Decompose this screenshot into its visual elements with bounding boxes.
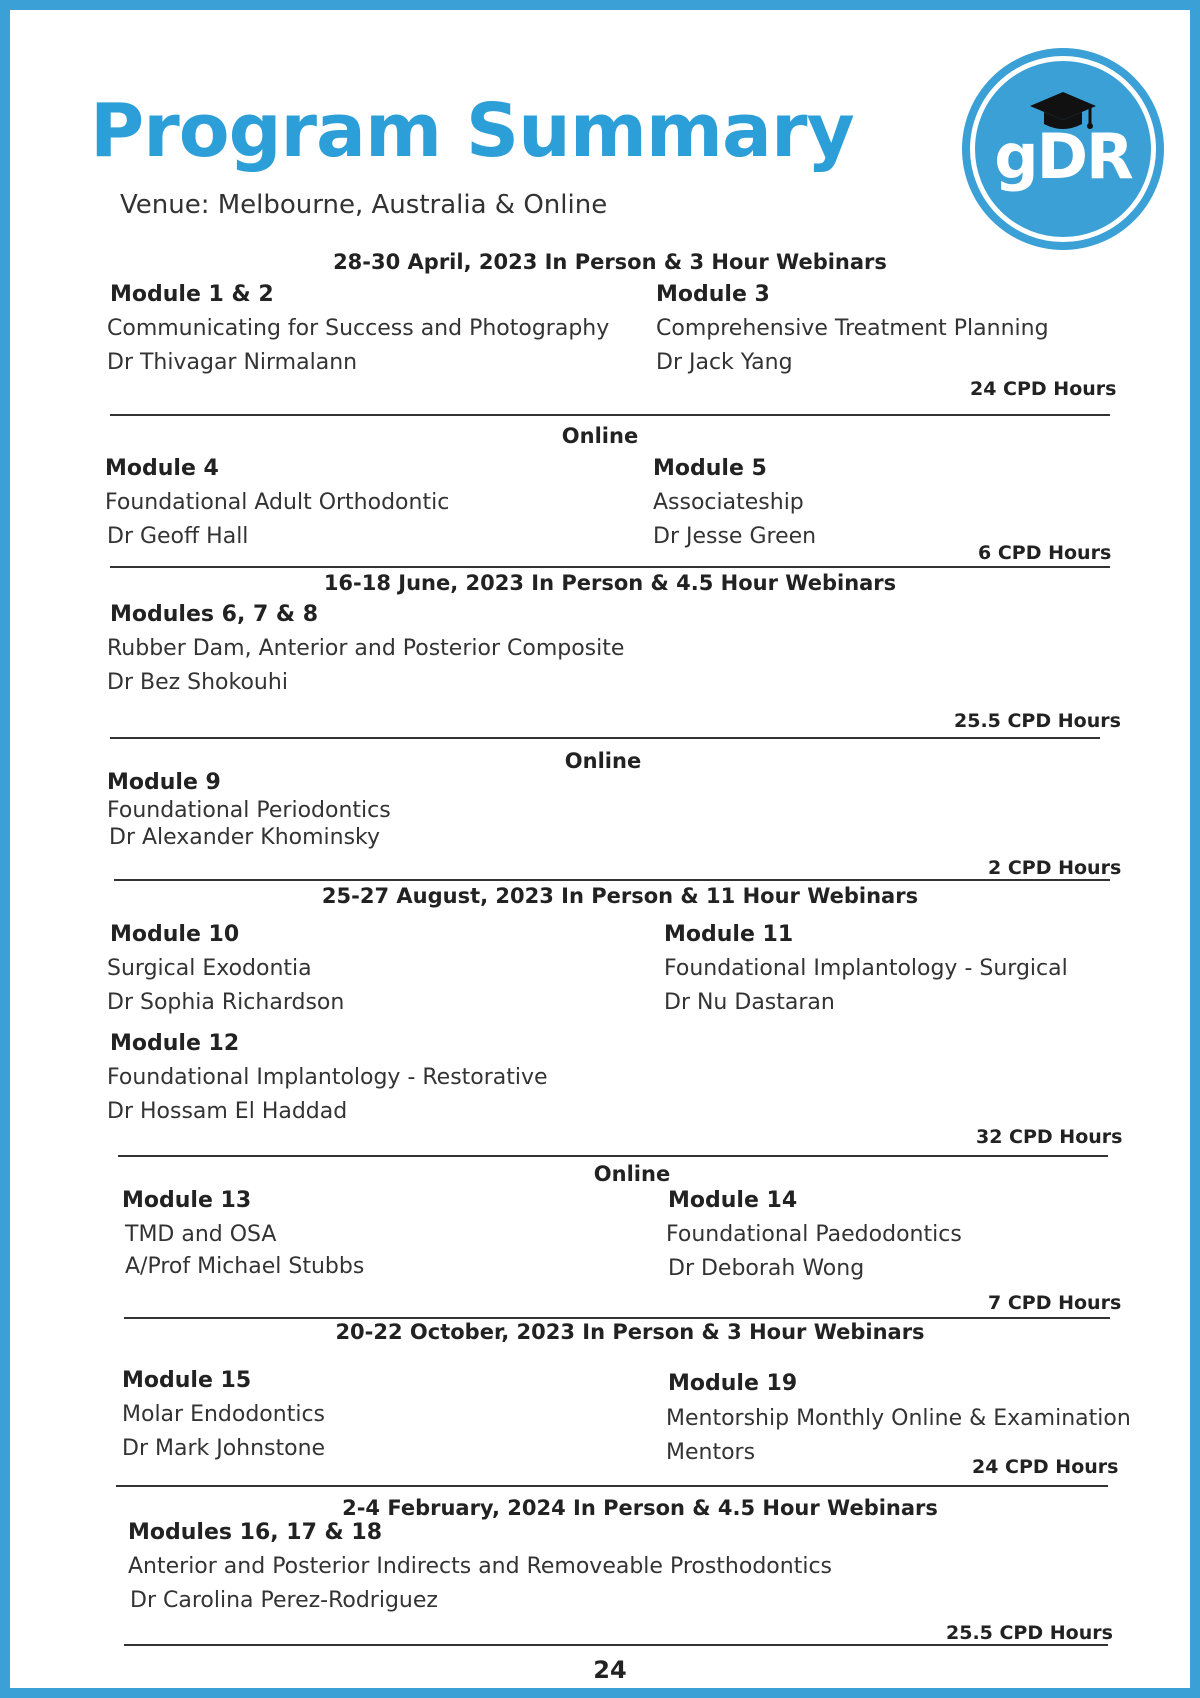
module-title: Module 4 xyxy=(105,456,219,481)
cpd-hours: 2 CPD Hours xyxy=(988,857,1122,879)
session-header: 16-18 June, 2023 In Person & 4.5 Hour Webinars xyxy=(323,571,897,595)
module-course: Mentorship Monthly Online & Examination xyxy=(666,1406,1131,1431)
module-course: Associateship xyxy=(653,490,804,515)
session-header: Online xyxy=(564,749,642,773)
cpd-hours: 24 CPD Hours xyxy=(970,378,1117,400)
module-title: Module 11 xyxy=(664,922,794,947)
module-title: Module 9 xyxy=(107,770,221,795)
module-title: Module 3 xyxy=(656,282,770,307)
module-course: Surgical Exodontia xyxy=(107,956,312,981)
session-header: Online xyxy=(561,424,639,448)
section-divider xyxy=(124,1317,1110,1319)
venue-line: Venue: Melbourne, Australia & Online xyxy=(120,190,608,220)
module-title: Module 14 xyxy=(668,1188,798,1213)
module-course: Rubber Dam, Anterior and Posterior Composite xyxy=(107,636,625,661)
module-presenter: Dr Nu Dastaran xyxy=(664,990,835,1015)
module-presenter: Dr Mark Johnstone xyxy=(122,1436,326,1461)
section-divider xyxy=(110,737,1100,739)
module-presenter: Dr Jack Yang xyxy=(656,350,793,375)
section-divider xyxy=(110,566,1110,568)
cpd-hours: 25.5 CPD Hours xyxy=(946,1622,1113,1644)
section-divider xyxy=(110,414,1110,416)
cpd-hours: 24 CPD Hours xyxy=(972,1456,1119,1478)
module-title: Module 13 xyxy=(122,1188,252,1213)
module-course: Comprehensive Treatment Planning xyxy=(656,316,1049,341)
gdr-logo xyxy=(962,48,1164,250)
module-presenter: Dr Thivagar Nirmalann xyxy=(107,350,358,375)
module-title: Module 5 xyxy=(653,456,767,481)
module-course: Foundational Periodontics xyxy=(107,798,391,823)
module-course: Molar Endodontics xyxy=(122,1402,326,1427)
module-presenter: Dr Deborah Wong xyxy=(668,1256,865,1281)
module-title: Modules 6, 7 & 8 xyxy=(110,602,319,627)
module-presenter: Mentors xyxy=(666,1440,756,1465)
cpd-hours: 32 CPD Hours xyxy=(976,1126,1123,1148)
module-presenter: Dr Bez Shokouhi xyxy=(107,670,288,695)
module-title: Module 12 xyxy=(110,1031,240,1056)
module-course: TMD and OSA xyxy=(125,1222,277,1247)
cpd-hours: 6 CPD Hours xyxy=(978,542,1112,564)
module-course: Communicating for Success and Photography xyxy=(107,316,610,341)
module-presenter: A/Prof Michael Stubbs xyxy=(125,1254,365,1279)
cpd-hours: 7 CPD Hours xyxy=(988,1292,1122,1314)
module-presenter: Dr Jesse Green xyxy=(653,524,817,549)
module-course: Foundational Paedodontics xyxy=(666,1222,962,1247)
module-title: Module 10 xyxy=(110,922,240,947)
module-course: Foundational Implantology - Surgical xyxy=(664,956,1068,981)
logo-text: gDR xyxy=(994,120,1132,193)
module-presenter: Dr Carolina Perez-Rodriguez xyxy=(130,1588,438,1613)
module-presenter: Dr Geoff Hall xyxy=(107,524,249,549)
module-title: Module 19 xyxy=(668,1371,798,1396)
section-divider xyxy=(118,1155,1108,1157)
session-header: 2-4 February, 2024 In Person & 4.5 Hour Webinars xyxy=(342,1496,938,1520)
module-course: Foundational Adult Orthodontic xyxy=(105,490,450,515)
session-header: 25-27 August, 2023 In Person & 11 Hour Webinars xyxy=(321,884,919,908)
module-presenter: Dr Sophia Richardson xyxy=(107,990,345,1015)
session-header: 20-22 October, 2023 In Person & 3 Hour Webinars xyxy=(335,1320,925,1344)
module-presenter: Dr Alexander Khominsky xyxy=(109,825,381,850)
session-header: 28-30 April, 2023 In Person & 3 Hour Webinars xyxy=(333,250,887,274)
section-divider xyxy=(116,1485,1108,1487)
section-divider xyxy=(124,1644,1108,1646)
session-header: Online xyxy=(593,1162,671,1186)
module-title: Modules 16, 17 & 18 xyxy=(128,1520,382,1545)
module-course: Anterior and Posterior Indirects and Removeable Prosthodontics xyxy=(128,1554,832,1579)
section-divider xyxy=(114,879,1110,881)
module-title: Module 1 & 2 xyxy=(110,282,274,307)
module-title: Module 15 xyxy=(122,1368,252,1393)
cpd-hours: 25.5 CPD Hours xyxy=(954,710,1121,732)
module-presenter: Dr Hossam El Haddad xyxy=(107,1099,348,1124)
page-title: Program Summary xyxy=(90,88,854,174)
page-number: 24 xyxy=(593,1656,627,1684)
module-course: Foundational Implantology - Restorative xyxy=(107,1065,548,1090)
